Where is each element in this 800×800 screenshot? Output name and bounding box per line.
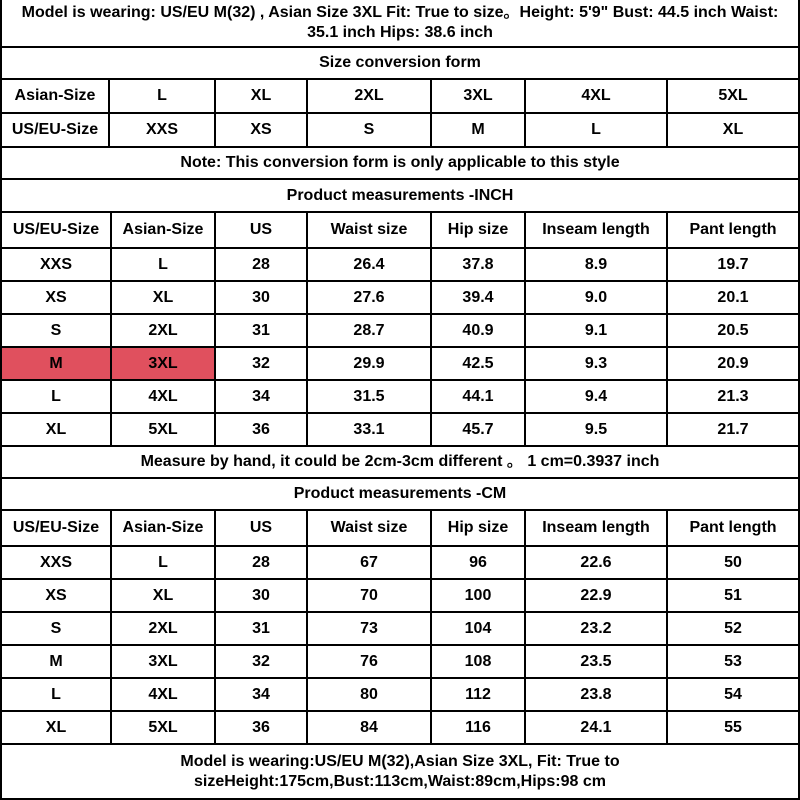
- conversion-cell: XXS: [110, 114, 216, 146]
- inch-cell: 5XL: [112, 414, 216, 445]
- cm-cell: 2XL: [112, 613, 216, 644]
- inch-cell: 31: [216, 315, 308, 346]
- cm-cell: XXS: [2, 547, 112, 578]
- cm-cell: 30: [216, 580, 308, 611]
- cm-cell: 53: [724, 652, 742, 670]
- inch-header-row: [2, 213, 798, 249]
- cm-cell: L: [2, 679, 112, 710]
- inch-cell: 2XL: [112, 315, 216, 346]
- inch-cell: 45.7: [432, 414, 526, 445]
- inch-row: [2, 282, 798, 315]
- cm-cell: 24.1: [526, 712, 668, 743]
- inch-header-cell: US/EU-Size: [2, 213, 112, 247]
- cm-header-cell: Pant length: [689, 519, 777, 536]
- cm-cell: 116: [432, 712, 526, 743]
- conversion-cell: XL: [722, 121, 744, 138]
- inch-cell: 30: [216, 282, 308, 313]
- cm-header-cell: Inseam length: [526, 511, 668, 545]
- inch-cell: 26.4: [308, 249, 432, 280]
- cm-table-title: [2, 479, 798, 511]
- conversion-cell: Asian-Size: [2, 80, 110, 112]
- inch-cell: 44.1: [432, 381, 526, 412]
- inch-row: [2, 315, 798, 348]
- cm-cell: 3XL: [112, 646, 216, 677]
- conversion-cell: 5XL: [718, 87, 748, 104]
- inch-cell: 28.7: [308, 315, 432, 346]
- inch-cell: 40.9: [432, 315, 526, 346]
- inch-cell: 31.5: [308, 381, 432, 412]
- conversion-cell: US/EU-Size: [2, 114, 110, 146]
- cm-cell: 22.9: [526, 580, 668, 611]
- inch-table-title-text: Product measurements -INCH: [286, 186, 514, 204]
- model-note-top: [2, 0, 798, 48]
- inch-cell: XL: [112, 282, 216, 313]
- measure-note: [2, 447, 798, 479]
- cm-header-cell: Waist size: [308, 511, 432, 545]
- inch-row: [2, 381, 798, 414]
- cm-cell: 80: [308, 679, 432, 710]
- cm-cell: 112: [432, 679, 526, 710]
- inch-row: [2, 249, 798, 282]
- cm-row: [2, 547, 798, 580]
- inch-row: [2, 414, 798, 447]
- inch-header-cell: US: [216, 213, 308, 247]
- cm-cell: M: [2, 646, 112, 677]
- inch-header-cell: Hip size: [432, 213, 526, 247]
- cm-table-title-text: Product measurements -CM: [293, 485, 507, 502]
- model-note-bottom: [2, 745, 798, 798]
- inch-cell: 3XL: [112, 348, 216, 379]
- cm-header-row: [2, 511, 798, 547]
- inch-cell: 21.3: [717, 387, 749, 405]
- cm-cell: 73: [308, 613, 432, 644]
- cm-row: [2, 646, 798, 679]
- conversion-row: [2, 80, 798, 114]
- conversion-title: [2, 48, 798, 80]
- conversion-cell: L: [110, 80, 216, 112]
- inch-cell: 21.7: [717, 420, 749, 438]
- cm-row: [2, 580, 798, 613]
- inch-header-cell: Asian-Size: [112, 213, 216, 247]
- inch-cell: 9.0: [526, 282, 668, 313]
- cm-cell: 34: [216, 679, 308, 710]
- cm-cell: 23.5: [526, 646, 668, 677]
- inch-cell: 27.6: [308, 282, 432, 313]
- cm-cell: XS: [2, 580, 112, 611]
- inch-cell: 39.4: [432, 282, 526, 313]
- cm-row: [2, 679, 798, 712]
- inch-cell: 20.1: [717, 288, 749, 306]
- inch-cell: 42.5: [432, 348, 526, 379]
- conversion-cell: XL: [216, 80, 308, 112]
- conversion-cell: 3XL: [432, 80, 526, 112]
- cm-cell: 67: [308, 547, 432, 578]
- inch-cell: S: [2, 315, 112, 346]
- inch-table: [2, 213, 798, 447]
- conversion-cell: S: [308, 114, 432, 146]
- cm-cell: 54: [724, 685, 742, 703]
- cm-cell: 23.2: [526, 613, 668, 644]
- inch-cell: 4XL: [112, 381, 216, 412]
- inch-cell: 29.9: [308, 348, 432, 379]
- inch-cell: 28: [216, 249, 308, 280]
- inch-header-cell: Inseam length: [526, 213, 668, 247]
- conversion-cell: M: [432, 114, 526, 146]
- cm-cell: S: [2, 613, 112, 644]
- inch-table-title: [2, 180, 798, 213]
- inch-cell: 8.9: [526, 249, 668, 280]
- cm-row: [2, 712, 798, 745]
- cm-cell: 96: [432, 547, 526, 578]
- cm-cell: XL: [2, 712, 112, 743]
- inch-cell: 9.3: [526, 348, 668, 379]
- cm-header-cell: US: [216, 511, 308, 545]
- cm-cell: 32: [216, 646, 308, 677]
- inch-cell: L: [2, 381, 112, 412]
- cm-cell: 104: [432, 613, 526, 644]
- cm-cell: 84: [308, 712, 432, 743]
- cm-cell: 108: [432, 646, 526, 677]
- cm-cell: 55: [724, 718, 742, 736]
- cm-header-cell: Asian-Size: [112, 511, 216, 545]
- cm-header-cell: US/EU-Size: [2, 511, 112, 545]
- inch-cell: 20.9: [717, 354, 749, 372]
- inch-cell: 36: [216, 414, 308, 445]
- cm-cell: 36: [216, 712, 308, 743]
- cm-cell: 4XL: [112, 679, 216, 710]
- cm-cell: 100: [432, 580, 526, 611]
- inch-cell: 37.8: [432, 249, 526, 280]
- cm-header-cell: Hip size: [432, 511, 526, 545]
- inch-cell: 34: [216, 381, 308, 412]
- cm-cell: 70: [308, 580, 432, 611]
- inch-cell: 33.1: [308, 414, 432, 445]
- cm-cell: 51: [724, 586, 742, 604]
- cm-cell: 52: [724, 619, 742, 637]
- conversion-note-text: Note: This conversion form is only applicable to this style: [180, 154, 620, 171]
- inch-cell: XS: [2, 282, 112, 313]
- inch-cell: 9.4: [526, 381, 668, 412]
- inch-cell: 9.1: [526, 315, 668, 346]
- cm-cell: XL: [112, 580, 216, 611]
- conversion-cell: 4XL: [526, 80, 668, 112]
- conversion-cell: L: [526, 114, 668, 146]
- cm-cell: 5XL: [112, 712, 216, 743]
- inch-cell: XL: [2, 414, 112, 445]
- inch-header-cell: Pant length: [689, 221, 777, 238]
- inch-cell: 32: [216, 348, 308, 379]
- inch-cell: 9.5: [526, 414, 668, 445]
- cm-cell: L: [112, 547, 216, 578]
- model-note-bottom-text: Model is wearing:US/EU M(32),Asian Size 3XL, Fit: True to sizeHeight:175cm,Bust:113cm,Waist:89cm,Hips:98 cm: [180, 752, 620, 790]
- inch-row: [2, 348, 798, 381]
- conversion-cell: XS: [216, 114, 308, 146]
- cm-row: [2, 613, 798, 646]
- conversion-title-text: Size conversion form: [319, 54, 481, 71]
- cm-cell: 28: [216, 547, 308, 578]
- cm-cell: 76: [308, 646, 432, 677]
- inch-cell: 19.7: [717, 255, 749, 273]
- inch-cell: M: [2, 348, 112, 379]
- conversion-cell: 2XL: [308, 80, 432, 112]
- inch-cell: XXS: [2, 249, 112, 280]
- model-note-top-text: Model is wearing: US/EU M(32) , Asian Size 3XL Fit: True to size。Height: 5'9" Bust: 44.5 inch Waist: 35.1 inch Hips: 38.6 inch: [21, 4, 779, 41]
- inch-cell: L: [112, 249, 216, 280]
- inch-header-cell: Waist size: [308, 213, 432, 247]
- conversion-note: [2, 148, 798, 180]
- cm-cell: 50: [724, 553, 742, 571]
- cm-cell: 31: [216, 613, 308, 644]
- measure-note-text: Measure by hand, it could be 2cm-3cm different 。 1 cm=0.3937 inch: [140, 453, 660, 470]
- cm-table: [2, 511, 798, 745]
- conversion-row: [2, 114, 798, 148]
- cm-cell: 22.6: [526, 547, 668, 578]
- cm-cell: 23.8: [526, 679, 668, 710]
- inch-cell: 20.5: [717, 321, 749, 339]
